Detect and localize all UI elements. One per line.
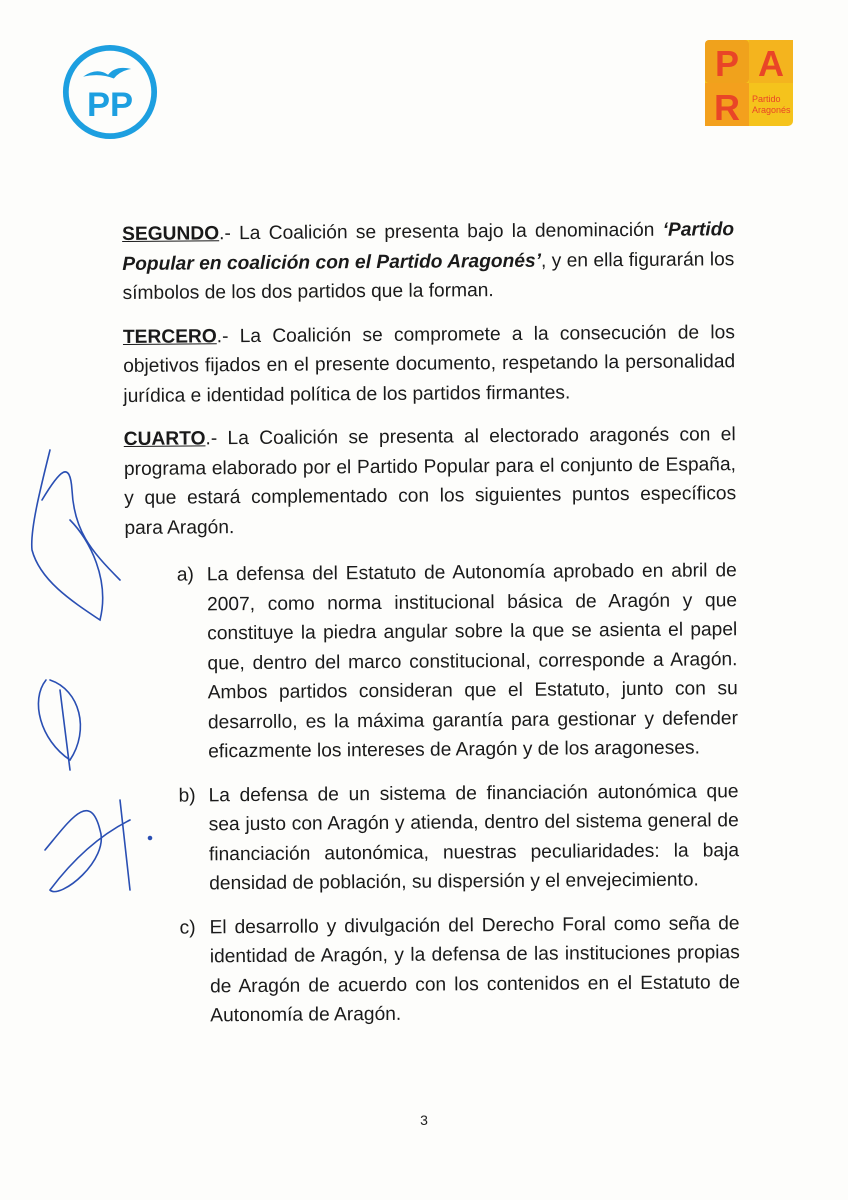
par-logo [705,40,793,126]
clause-title: SEGUNDO [122,223,220,245]
item-text: La defensa del Estatuto de Autonomía aprobado en abril de 2007, como norma institucional básica de Aragón y que constituye la piedra angular sobre la que se asienta el papel que, dentro del marco constitucional, corresponde a Aragón. Ambos partidos consideran que el Estatuto, junto con su desarrollo, es la máxima garantía para gestionar y defender eficazmente los intereses de Aragón y de los aragoneses. [206,560,739,763]
item-letter: c) [179,916,196,939]
svg-text:R: R [714,87,740,126]
svg-text:Aragonés: Aragonés [752,105,791,115]
clause-text: , y en ella figurarán los símbolos de los dos partidos que la forman. [122,248,735,304]
list-item [127,909,740,1032]
clause-title: CUARTO [123,428,206,450]
svg-text:P: P [714,43,740,84]
coalition-name: ‘Partido Popular en coalición con el Partido Aragonés’ [122,219,735,275]
svg-text:PP: PP [86,86,134,125]
item-text: La defensa de un sistema de financiación autonómica que sea justo con Aragón y atienda, dentro del sistema general de financiación autonómica, nuestras peculiaridades: la baja densidad de población, su dispersión y el envejecimiento. [208,780,740,895]
clause-text: .- La Coalición se presenta bajo la denominación [219,219,663,245]
page-number: 3 [420,1112,428,1128]
list-item [126,777,739,900]
list-item [125,556,739,767]
item-letter: a) [176,564,194,586]
clause-segundo [122,215,735,308]
clause-tercero [123,318,736,411]
item-letter: b) [178,784,196,807]
pp-logo [62,44,158,140]
clause-text: .- La Coalición se compromete a la consecución de los objetivos fijados en el presente documento, respetando la personalidad jurídica e identidad política de los partidos firmantes. [123,321,736,407]
svg-text:A: A [758,43,784,84]
item-text: El desarrollo y divulgación del Derecho Foral como seña de identidad de Aragón, y la defensa de las instituciones propias de Aragón de acuerdo con los contenidos en el Estatuto de Autonomía de Aragón. [209,912,741,1027]
clause-title: TERCERO [122,325,217,348]
clause-cuarto [124,420,737,543]
clause-text: .- La Coalición se presenta al electorado aragonés con el programa elaborado por el Partido Popular para el conjunto de España, y que estará complementado con los siguientes puntos específicos para Aragón. [123,424,737,539]
specific-points-list [125,556,741,1031]
svg-text:Partido: Partido [752,94,781,104]
document-body [122,215,740,1045]
